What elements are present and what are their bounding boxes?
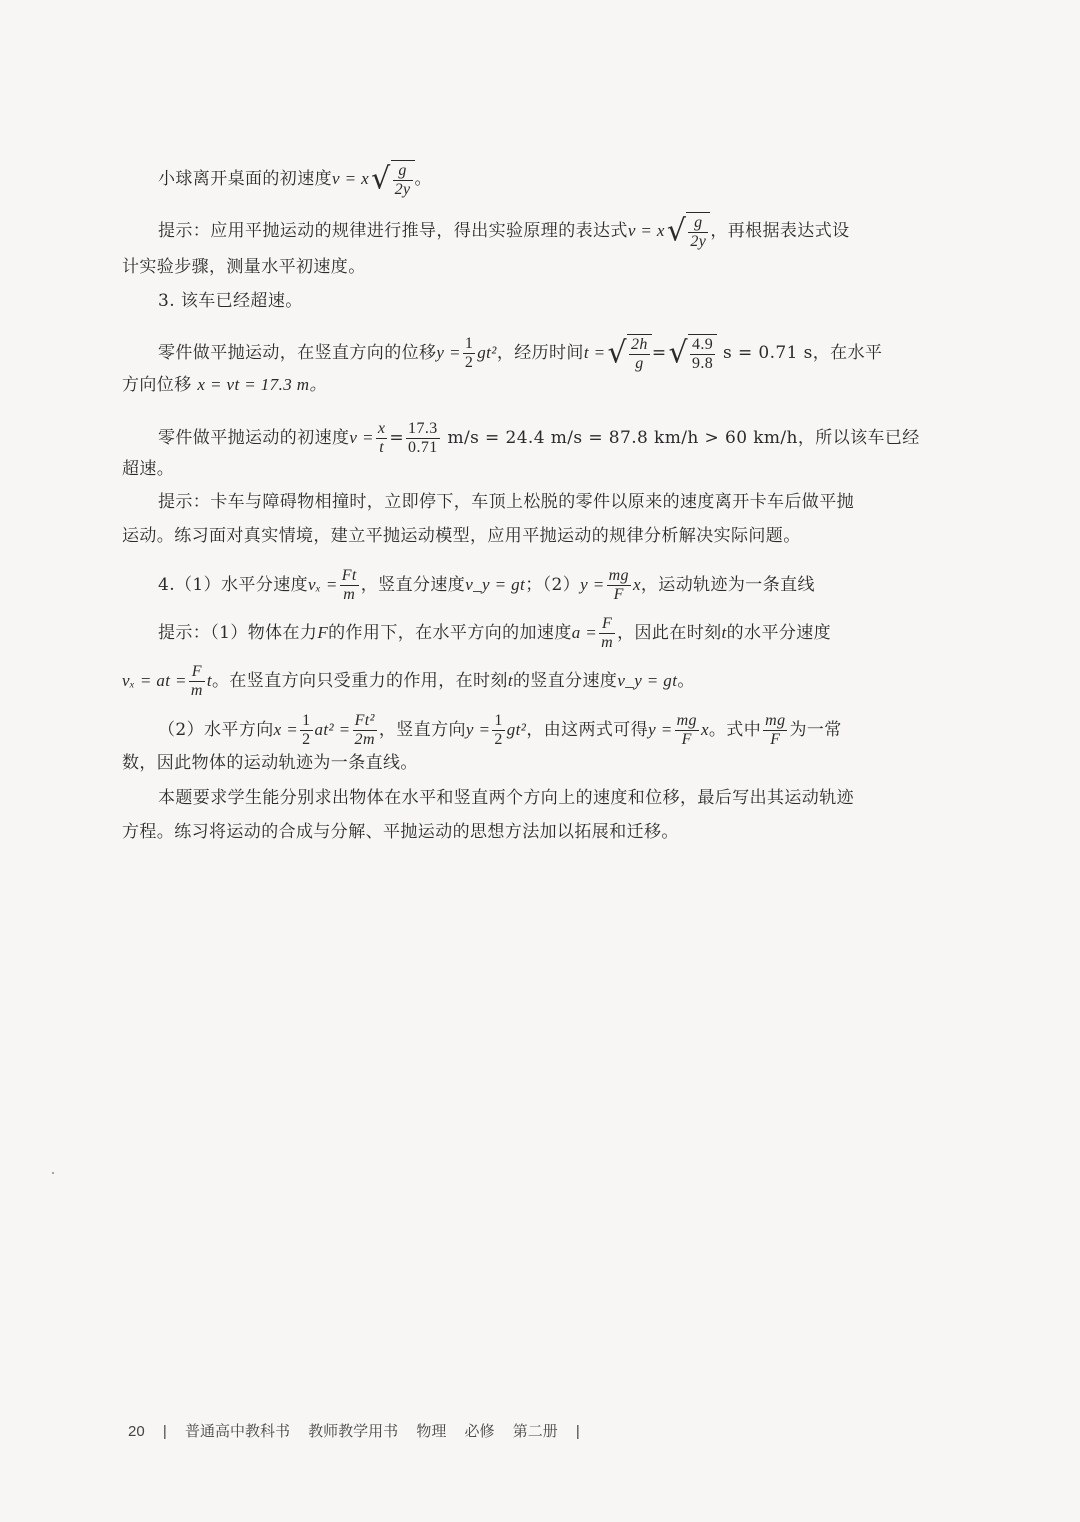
- math-expr: vₓ =: [308, 575, 338, 594]
- denominator: 2: [302, 731, 311, 748]
- math-expr: y =: [648, 720, 673, 739]
- math-expr: t =: [583, 343, 606, 362]
- text-line-14: [158, 712, 842, 749]
- text-segment: 提示：（1）物体在力: [158, 623, 318, 643]
- text-segment: 零件做平抛运动的初速度: [158, 428, 350, 448]
- numerator: F: [602, 615, 613, 632]
- text-segment: 的竖直分速度: [512, 671, 618, 691]
- denominator: m: [190, 682, 203, 699]
- equals-sign: =: [389, 428, 405, 448]
- numerator: mg: [676, 712, 697, 729]
- text-segment: 为一常: [789, 720, 842, 740]
- fraction-Ft2-over-2m: [353, 712, 377, 749]
- denominator: F: [681, 731, 692, 748]
- denominator: F: [770, 731, 781, 748]
- sqrt-4-9-over-9-8: √ $\frac{4.9}{9.8}$: [668, 334, 717, 373]
- denominator: 2: [494, 731, 503, 748]
- text-line-10: [122, 523, 801, 549]
- text-segment: 计实验步骤，测量水平初速度。: [122, 257, 366, 277]
- fraction-one-half: [492, 712, 504, 749]
- denominator: 9.8: [692, 355, 714, 372]
- text-line-15: [122, 750, 418, 776]
- text-segment: 。式中: [708, 720, 762, 740]
- fraction-one-half: [463, 335, 475, 372]
- numerator: 4.9: [692, 336, 714, 353]
- numerator: 17.3: [408, 420, 438, 437]
- math-expr: t: [507, 671, 513, 690]
- math-expr: x = vt = 17.3 m。: [197, 375, 327, 394]
- footer-separator-end: |: [575, 1423, 580, 1440]
- text-segment: ，再根据表达式设: [710, 221, 850, 241]
- text-segment: 提示：卡车与障碍物相撞时，立即停下，车顶上松脱的零件以原来的速度离开卡车后做平抛: [158, 492, 854, 512]
- fraction-17-3-over-0-71: [406, 420, 440, 457]
- fraction-one-half: [300, 712, 312, 749]
- text-line-5: [158, 334, 882, 373]
- math-expr: t: [721, 623, 727, 642]
- fraction-F-over-m: [189, 663, 205, 700]
- numerator: 1: [302, 712, 311, 729]
- text-segment: 。在竖直方向只受重力的作用，在时刻: [212, 671, 508, 691]
- footer-subject: 物理: [416, 1423, 447, 1440]
- text-segment: 3. 该车已经超速。: [158, 291, 303, 311]
- text-segment: ，因此在时刻: [617, 623, 722, 643]
- numerator: F: [191, 663, 202, 680]
- text-line-11: [158, 567, 815, 604]
- denominator: 0.71: [408, 439, 438, 456]
- denominator: F: [613, 586, 624, 603]
- numerator: x: [377, 420, 386, 437]
- text-segment: 4.（1）水平分速度: [158, 575, 309, 595]
- text-segment: s = 0.71 s，在水平: [723, 343, 883, 363]
- denominator: m: [601, 634, 614, 651]
- text-line-4: [158, 288, 303, 314]
- text-segment: 本题要求学生能分别求出物体在水平和竖直两个方向上的速度和位移，最后写出其运动轨迹: [158, 788, 854, 808]
- text-line-17: [122, 819, 679, 845]
- text-segment: （2）水平方向: [158, 720, 274, 740]
- text-segment: 方程。练习将运动的合成与分解、平抛运动的思想方法加以拓展和迁移。: [122, 822, 679, 842]
- text-segment: 。: [414, 169, 432, 189]
- denominator: 2m: [354, 731, 375, 748]
- math-expr: v = x: [332, 169, 370, 188]
- text-line-3: [122, 254, 366, 280]
- math-expr: at² =: [314, 720, 351, 739]
- math-expr: v = x: [627, 221, 665, 240]
- text-segment: m/s = 24.4 m/s = 87.8 km/h > 60 km/h，所以该车已经: [447, 428, 920, 448]
- sqrt-2h-over-g: √ $\frac{2h}{g}$: [607, 334, 651, 373]
- math-expr: x: [700, 720, 709, 739]
- denominator: 2: [464, 354, 474, 371]
- math-expr: t: [206, 671, 212, 690]
- text-segment: 零件做平抛运动，在竖直方向的位移: [158, 343, 437, 363]
- footer-volume: 第二册: [512, 1423, 558, 1440]
- footer-separator: |: [162, 1423, 167, 1440]
- text-segment: 。: [677, 671, 695, 691]
- math-expr: F: [317, 623, 329, 642]
- numerator: g: [694, 214, 703, 231]
- math-expr: gt²: [477, 343, 497, 362]
- text-line-1: [158, 160, 432, 199]
- page-number: 20: [128, 1423, 145, 1440]
- math-expr: x =: [273, 720, 299, 739]
- numerator: 2h: [631, 336, 648, 353]
- fraction-mg-over-F: [607, 567, 631, 604]
- sqrt-g-over-2y: √ $\frac{g}{2y}$: [667, 212, 710, 251]
- text-line-8: [122, 456, 174, 482]
- text-segment: ，竖直分速度: [360, 575, 466, 595]
- denominator: t: [379, 439, 385, 456]
- numerator: mg: [765, 712, 786, 729]
- math-expr: gt²: [506, 720, 527, 739]
- math-expr: y =: [465, 720, 491, 739]
- numerator: Ft: [341, 567, 357, 584]
- text-segment: 方向位移: [122, 375, 192, 395]
- text-segment: 运动。练习面对真实情境，建立平抛运动模型，应用平抛运动的规律分析解决实际问题。: [122, 526, 801, 546]
- numerator: 1: [494, 712, 503, 729]
- footer-book: 教师教学用书: [308, 1423, 399, 1440]
- text-segment: 的水平分速度: [726, 623, 832, 643]
- text-line-16: [158, 785, 854, 811]
- text-segment: 超速。: [122, 459, 175, 479]
- fraction-x-over-t: [376, 420, 388, 457]
- scan-speck: [52, 1172, 54, 1174]
- text-line-13: [122, 663, 695, 700]
- fraction-mg-over-F: [675, 712, 699, 749]
- math-expr: x: [632, 575, 641, 594]
- fraction-mg-over-F: [763, 712, 787, 749]
- denominator: m: [343, 586, 356, 603]
- fraction-F-over-m: [599, 615, 615, 652]
- fraction-Ft-over-m: [340, 567, 359, 604]
- numerator: Ft²: [354, 712, 375, 729]
- text-segment: 小球离开桌面的初速度: [158, 169, 332, 189]
- text-segment: 的作用下，在水平方向的加速度: [328, 623, 572, 643]
- math-expr: vₓ = at =: [122, 671, 187, 690]
- text-line-9: [158, 489, 854, 515]
- text-line-6: [122, 372, 327, 398]
- text-line-2: [158, 212, 850, 251]
- text-segment: ，经历时间: [496, 343, 584, 363]
- math-expr: y =: [580, 575, 605, 594]
- numerator: g: [398, 162, 407, 179]
- math-expr: v_y = gt: [617, 671, 678, 690]
- sqrt-g-over-2y: √ $\frac{g}{2y}$: [371, 160, 414, 199]
- math-expr: a =: [571, 623, 598, 642]
- text-segment: ，由这两式可得: [526, 720, 649, 740]
- page-footer: [128, 1420, 594, 1441]
- denominator: 2y: [394, 181, 411, 198]
- math-expr: v =: [349, 428, 374, 447]
- denominator: g: [635, 355, 644, 372]
- equals-sign: =: [651, 343, 667, 363]
- text-line-12: [158, 615, 831, 652]
- numerator: mg: [608, 567, 629, 584]
- text-line-7: [158, 420, 920, 457]
- math-expr: v_y = gt: [465, 575, 526, 594]
- denominator: 2y: [690, 233, 707, 250]
- text-segment: ；（2）: [525, 575, 581, 595]
- numerator: 1: [464, 335, 474, 352]
- math-expr: y =: [436, 343, 461, 362]
- text-segment: 数，因此物体的运动轨迹为一条直线。: [122, 753, 418, 773]
- text-segment: 提示：应用平抛运动的规律进行推导，得出实验原理的表达式: [158, 221, 628, 241]
- text-segment: ，竖直方向: [378, 720, 466, 740]
- text-segment: ，运动轨迹为一条直线: [640, 575, 815, 595]
- footer-required: 必修: [464, 1423, 495, 1440]
- footer-series: 普通高中教科书: [184, 1423, 290, 1440]
